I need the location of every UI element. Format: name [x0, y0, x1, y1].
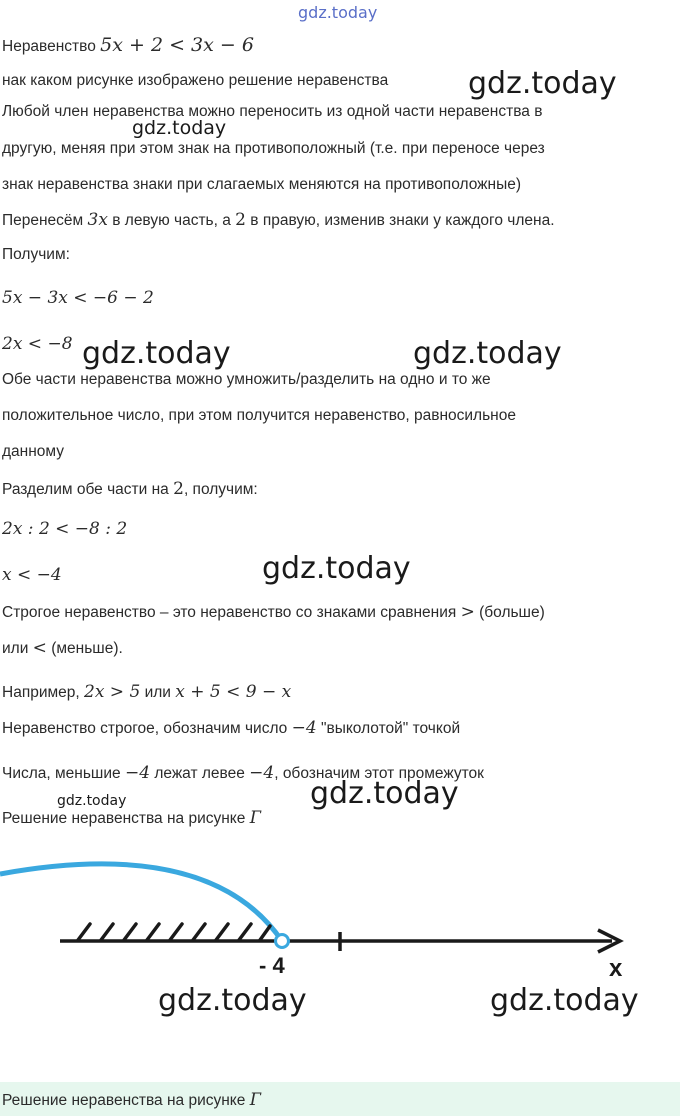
number-line-figure	[0, 840, 680, 1080]
watermark: gdz.today	[468, 66, 617, 101]
example-text-a: Например,	[2, 684, 84, 701]
watermark-top: gdz.today	[298, 3, 378, 22]
transfer-text-a: Перенесём	[2, 212, 88, 229]
step-equation-3: 2x : 2 < −8 : 2	[2, 519, 128, 539]
strict-text-c: или	[2, 640, 33, 657]
watermark: gdz.today	[310, 776, 459, 811]
rule-line-1: Любой член неравенства можно переносить из одной части неравенства в	[2, 103, 543, 120]
watermark: gdz.today	[132, 117, 227, 139]
conclusion-line	[2, 808, 261, 828]
interval-number-1: −4	[124, 763, 151, 783]
interval-text-b: лежат левее	[150, 765, 250, 782]
divide-text-b: , получим:	[183, 481, 258, 498]
answer-prefix: Решение неравенства на рисунке	[2, 1092, 250, 1109]
strict-definition-1	[2, 602, 545, 622]
watermark: gdz.today	[158, 983, 307, 1018]
transfer-term-1: 3x	[87, 210, 108, 230]
conclusion-text: Решение неравенства на рисунке	[2, 810, 250, 827]
rule-line-2: другую, меняя при этом знак на противоположный (т.е. при переносе через	[2, 140, 545, 157]
point-label: - 4	[259, 953, 285, 978]
strict-text-b: (больше)	[474, 604, 545, 621]
answer-box	[0, 1082, 680, 1116]
transfer-text-b: в левую часть, а	[107, 212, 236, 229]
example-text-b: или	[140, 684, 176, 701]
example-math-1: 2x > 5	[84, 682, 141, 702]
division-rule-3: данному	[2, 443, 64, 460]
answer-letter: Г	[249, 1090, 261, 1110]
answer-text	[2, 1090, 261, 1110]
division-rule-2: положительное число, при этом получится неравенство, равносильное	[2, 407, 516, 424]
watermark: gdz.today	[490, 983, 639, 1018]
example-line	[2, 682, 291, 702]
problem-statement	[2, 34, 254, 56]
punctured-point	[276, 935, 289, 948]
strict-text-d: (меньше).	[46, 640, 123, 657]
axis-label: x	[609, 955, 623, 982]
rule-line-3: знак неравенства знаки при слагаемых меняются на противоположные)	[2, 176, 522, 193]
divide-step	[2, 479, 258, 499]
hatching	[78, 924, 270, 940]
conclusion-letter: Г	[249, 808, 261, 828]
punctured-point-line	[2, 718, 460, 738]
punctured-text-b: "выколотой" точкой	[316, 720, 461, 737]
solution-arc	[0, 864, 282, 941]
step-equation-2: 2x < −8	[2, 334, 73, 354]
interval-number-2: −4	[249, 763, 275, 783]
strict-symbol-gt: >	[460, 602, 475, 622]
example-math-2: x + 5 < 9 − x	[175, 682, 292, 702]
strict-symbol-lt: <	[32, 638, 47, 658]
question-text: нак каком рисунке изображено решение неравенства	[2, 72, 389, 89]
divide-text-a: Разделим обе части на	[2, 481, 174, 498]
punctured-text-a: Неравенство строгое, обозначим число	[2, 720, 292, 737]
interval-text-a: Числа, меньшие	[2, 765, 125, 782]
problem-label: Неравенство	[2, 38, 101, 55]
watermark: gdz.today	[82, 336, 231, 371]
strict-definition-2	[2, 638, 123, 658]
divide-number: 2	[173, 479, 184, 499]
transfer-text-c: в правую, изменив знаки у каждого члена.	[246, 212, 555, 229]
transfer-step	[2, 210, 555, 230]
interval-text-c: , обозначим этот промежуток	[274, 765, 484, 782]
transfer-term-2: 2	[235, 210, 246, 230]
result-label: Получим:	[2, 246, 70, 263]
watermark: gdz.today	[262, 551, 411, 586]
step-equation-4: x < −4	[2, 565, 62, 585]
problem-inequality: 5x + 2 < 3x − 6	[100, 34, 254, 56]
punctured-number: −4	[291, 718, 317, 738]
strict-text-a: Строгое неравенство – это неравенство со знаками сравнения	[2, 604, 461, 621]
watermark: gdz.today	[413, 336, 562, 371]
division-rule-1: Обе части неравенства можно умножить/разделить на одно и то же	[2, 371, 491, 388]
watermark: gdz.today	[57, 793, 127, 809]
step-equation-1: 5x − 3x < −6 − 2	[2, 288, 154, 308]
